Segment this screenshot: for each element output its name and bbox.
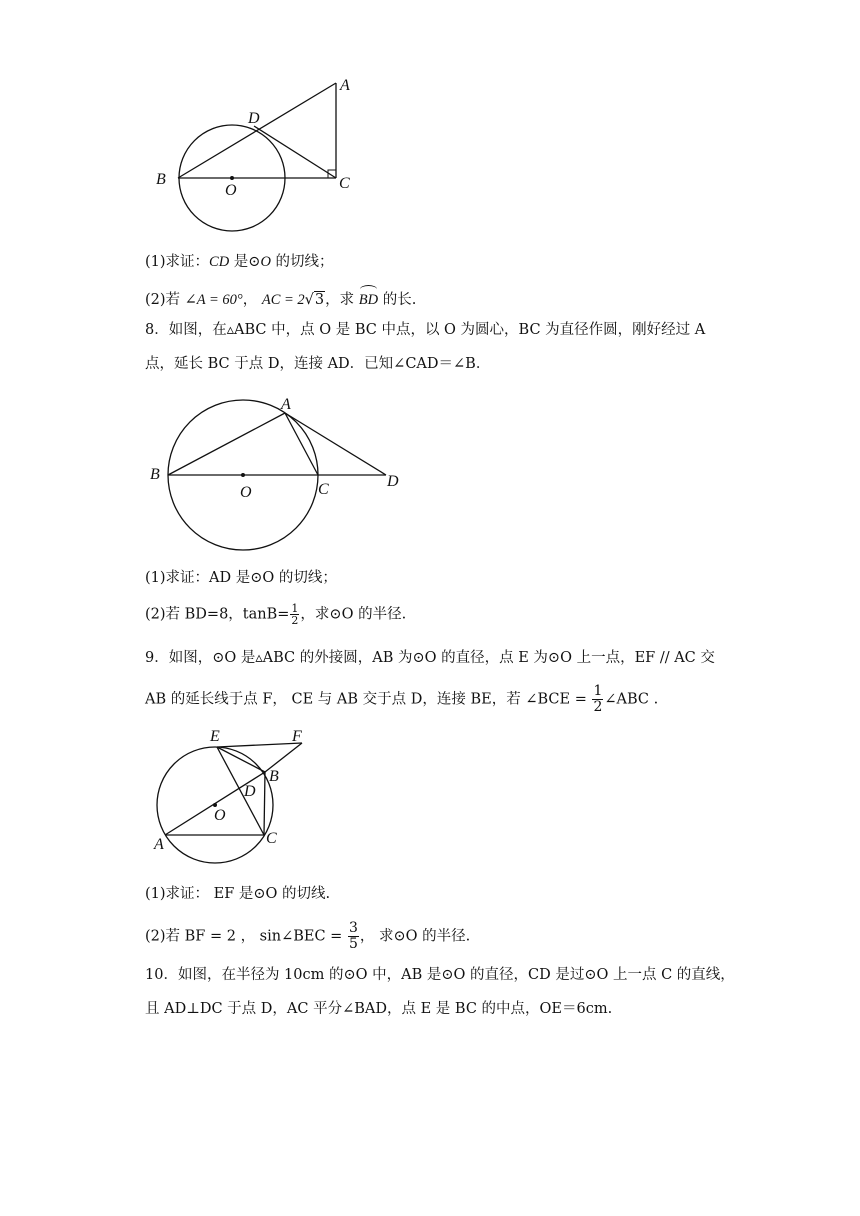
label-e: E	[210, 728, 220, 745]
label-c: C	[339, 175, 350, 192]
label-f: F	[292, 728, 302, 745]
q8-part2: (2)若 BD=8，tanB= $\frac{1}{2}$ ，求⊙O 的半径.	[145, 602, 407, 627]
label-d: D	[248, 110, 260, 127]
center-dot	[241, 473, 245, 477]
segment-dc	[254, 126, 336, 178]
label-b: B	[150, 466, 160, 483]
segment-ba	[178, 83, 336, 178]
q7-part1: (1)求证：CD 是⊙O 的切线；	[145, 254, 334, 270]
label-c: C	[266, 830, 277, 847]
label-o: O	[225, 182, 237, 199]
label-o: O	[214, 807, 226, 824]
q9-line1: 9．如图，⊙O 是▵ABC 的外接圆，AB 为⊙O 的直径，点 E 为⊙O 上一点，EF // AC 交	[145, 650, 715, 666]
q9-line2: AB 的延长线于点 F， CE 与 AB 交于点 D，连接 BE，若 ∠BCE = $\frac{1}{2}$ ∠ABC .	[145, 683, 659, 715]
label-d: D	[387, 473, 399, 490]
label-a: A	[154, 836, 164, 853]
label-b: B	[156, 171, 166, 188]
segment-ad	[285, 413, 386, 475]
figure-circumcircle	[140, 725, 340, 860]
label-b: B	[269, 768, 279, 785]
segment-ba	[168, 413, 285, 475]
q9-part1: (1)求证： EF 是⊙O 的切线.	[145, 886, 331, 902]
q7-part2: (2)若 ∠A = 60°， AC = 2√3，求 BD 的长.	[145, 286, 416, 310]
segment-ac	[285, 413, 318, 475]
q9-part2: (2)若 BF = 2 ， sin∠BEC = $\frac{3}{5}$ ， 求⊙O 的半径.	[145, 920, 471, 952]
label-a: A	[281, 396, 291, 413]
figure-circle-tangent-2	[140, 390, 420, 555]
label-o: O	[240, 484, 252, 501]
arc-bd: BD	[359, 286, 378, 310]
figure-circle-tangent-1	[140, 70, 370, 240]
label-d: D	[244, 783, 256, 800]
q10-line1: 10．如图，在半径为 10cm 的⊙O 中，AB 是⊙O 的直径，CD 是过⊙O 上一点 C 的直线，	[145, 967, 735, 983]
segment-bc	[264, 772, 265, 835]
label-a: A	[340, 77, 350, 94]
label-c: C	[318, 481, 329, 498]
center-dot	[230, 176, 234, 180]
q8-line1: 8．如图，在▵ABC 中，点 O 是 BC 中点，以 O 为圆心，BC 为直径作圆，刚好经过 A	[145, 322, 706, 338]
q8-line2: 点，延长 BC 于点 D，连接 AD．已知∠CAD＝∠B．	[145, 356, 491, 372]
q10-line2: 且 AD⊥DC 于点 D，AC 平分∠BAD，点 E 是 BC 的中点，OE＝6cm.	[145, 1001, 613, 1017]
q8-part1: (1)求证：AD 是⊙O 的切线；	[145, 570, 337, 586]
segment-ef	[217, 743, 302, 747]
